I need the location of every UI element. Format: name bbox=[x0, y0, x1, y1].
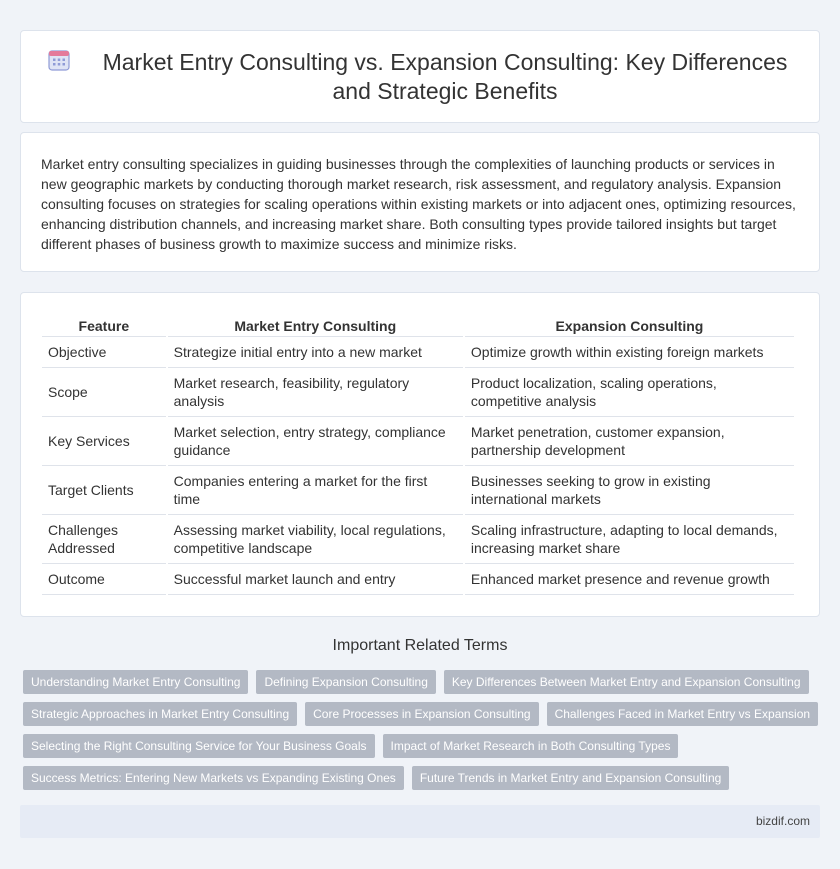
intro-paragraph: Market entry consulting specializes in guiding businesses through the complexities of launching products or services in new geographic markets by conducting thorough market research, risk assessment, and regulatory analysis. Expansion consulting focuses on strategies for scaling operations within existing markets or into adjacent ones, optimizing resources, enhancing distribution channels, and increasing market share. Both consulting types provide tailored insights but target different phases of business growth to maximize success and minimize risks. bbox=[41, 156, 796, 252]
related-terms-list bbox=[23, 670, 823, 790]
table-row bbox=[42, 515, 794, 564]
table-cell-market-entry: Companies entering a market for the first time bbox=[168, 466, 463, 515]
header-card bbox=[20, 30, 820, 123]
related-term-tag[interactable]: Success Metrics: Entering New Markets vs Expanding Existing Ones bbox=[23, 766, 404, 790]
table-cell-expansion: Businesses seeking to grow in existing international markets bbox=[465, 466, 794, 515]
table-cell-market-entry: Market selection, entry strategy, compliance guidance bbox=[168, 417, 463, 466]
related-term-tag[interactable]: Challenges Faced in Market Entry vs Expansion bbox=[547, 702, 818, 726]
table-cell-expansion: Product localization, scaling operations, competitive analysis bbox=[465, 368, 794, 417]
table-row bbox=[42, 368, 794, 417]
comparison-table bbox=[40, 315, 796, 595]
table-cell-market-entry: Successful market launch and entry bbox=[168, 564, 463, 595]
table-header-feature: Feature bbox=[42, 315, 166, 337]
table-cell-feature: Outcome bbox=[42, 564, 166, 595]
footer-site-link[interactable]: bizdif.com bbox=[755, 814, 810, 828]
related-terms-title: Important Related Terms bbox=[332, 637, 508, 654]
table-cell-feature: Scope bbox=[42, 368, 166, 417]
table-cell-feature: Objective bbox=[42, 337, 166, 368]
related-term-tag[interactable]: Defining Expansion Consulting bbox=[256, 670, 435, 694]
related-term-tag[interactable]: Understanding Market Entry Consulting bbox=[23, 670, 248, 694]
related-term-tag[interactable]: Core Processes in Expansion Consulting bbox=[305, 702, 538, 726]
table-cell-expansion: Enhanced market presence and revenue growth bbox=[465, 564, 794, 595]
related-term-tag[interactable]: Selecting the Right Consulting Service for Your Business Goals bbox=[23, 734, 375, 758]
table-cell-feature: Challenges Addressed bbox=[42, 515, 166, 564]
table-row bbox=[42, 564, 794, 595]
table-cell-feature: Key Services bbox=[42, 417, 166, 466]
table-header-market-entry: Market Entry Consulting bbox=[168, 315, 463, 337]
table-row bbox=[42, 466, 794, 515]
page-title: Market Entry Consulting vs. Expansion Consulting: Key Differences and Strategic Benefits bbox=[102, 48, 788, 104]
related-term-tag[interactable]: Future Trends in Market Entry and Expansion Consulting bbox=[412, 766, 730, 790]
table-cell-expansion: Market penetration, customer expansion, partnership development bbox=[465, 417, 794, 466]
footer bbox=[20, 805, 820, 838]
table-cell-expansion: Scaling infrastructure, adapting to local demands, increasing market share bbox=[465, 515, 794, 564]
related-term-tag[interactable]: Key Differences Between Market Entry and Expansion Consulting bbox=[444, 670, 809, 694]
table-cell-market-entry: Assessing market viability, local regulations, competitive landscape bbox=[168, 515, 463, 564]
table-header-row bbox=[42, 315, 794, 337]
intro-card bbox=[20, 132, 820, 272]
table-cell-market-entry: Market research, feasibility, regulatory analysis bbox=[168, 368, 463, 417]
related-term-tag[interactable]: Impact of Market Research in Both Consulting Types bbox=[383, 734, 679, 758]
table-cell-market-entry: Strategize initial entry into a new market bbox=[168, 337, 463, 368]
table-header-expansion: Expansion Consulting bbox=[465, 315, 794, 337]
table-row bbox=[42, 337, 794, 368]
table-cell-expansion: Optimize growth within existing foreign markets bbox=[465, 337, 794, 368]
table-row bbox=[42, 417, 794, 466]
table-cell-feature: Target Clients bbox=[42, 466, 166, 515]
comparison-table-card bbox=[20, 292, 820, 617]
related-term-tag[interactable]: Strategic Approaches in Market Entry Consulting bbox=[23, 702, 297, 726]
